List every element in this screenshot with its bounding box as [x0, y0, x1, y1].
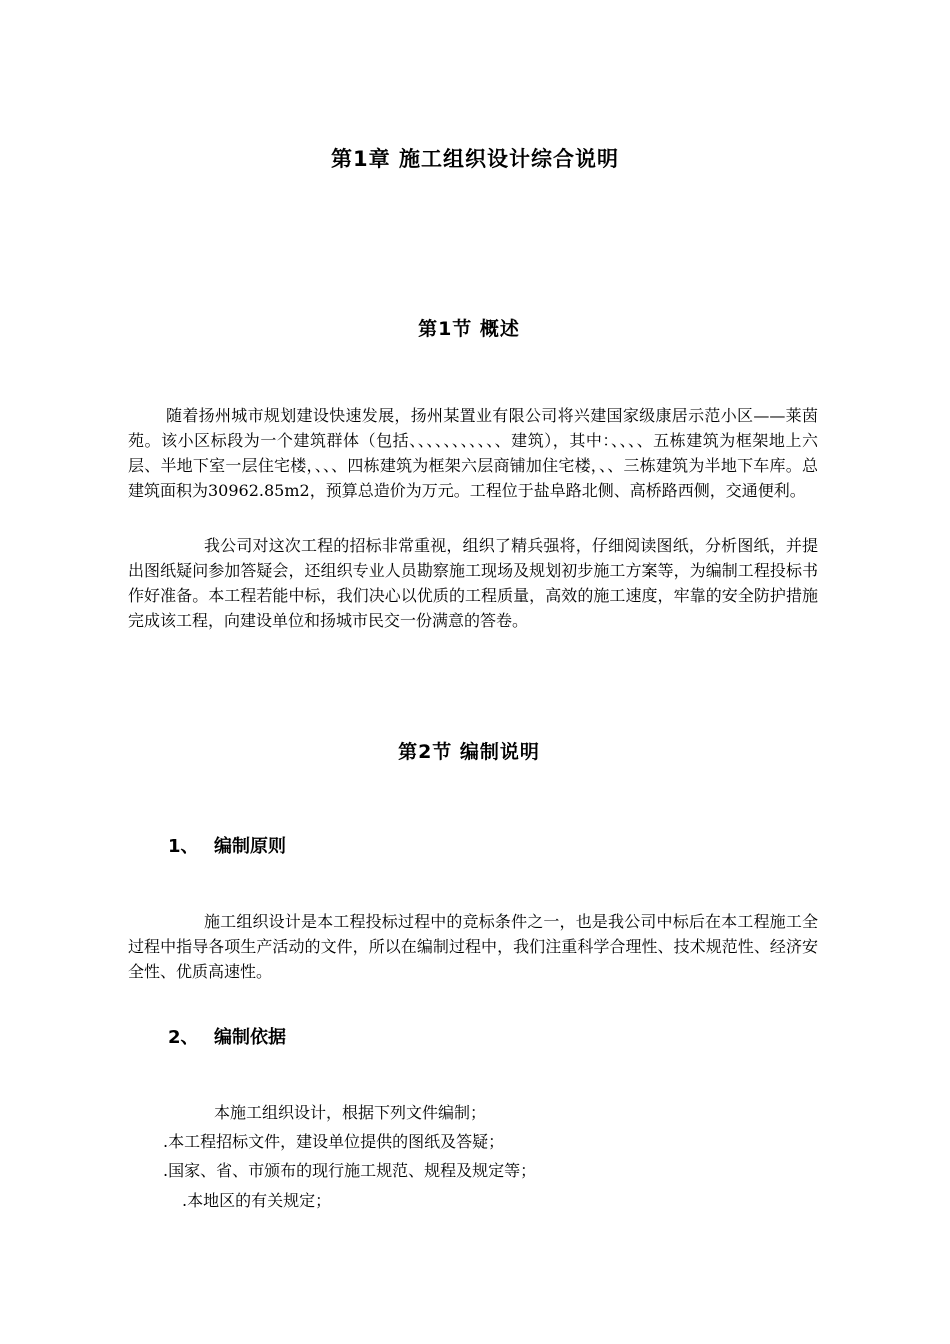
- subheading-label: 编制原则: [214, 836, 286, 857]
- subheading-label: 编制依据: [214, 1027, 286, 1048]
- overview-paragraph-2: 我公司对这次工程的招标非常重视，组织了精兵强将，仔细阅读图纸，分析图纸，并提出图纸疑问参加答疑会，还组织专业人员勘察施工现场及规划初步施工方案等，为编制工程投标书作好准备。本工程若能中标，我们决心以优质的工程质量，高效的施工速度，牢靠的安全防护措施完成该工程，向建设单位和扬城市民交一份满意的答卷。: [128, 536, 818, 630]
- chapter-title: 第1章 施工组织设计综合说明: [331, 147, 619, 171]
- subheading-number: 1、: [168, 836, 199, 857]
- basis-item-2: .国家、省、市颁布的现行施工规范、规程及规定等；: [163, 1161, 537, 1180]
- basis-intro: 本施工组织设计，根据下列文件编制；: [214, 1103, 487, 1122]
- section-2-title: 第2节 编制说明: [398, 741, 540, 763]
- section-1-title: 第1节 概述: [418, 318, 520, 340]
- subheading-basis: [168, 1023, 286, 1049]
- principles-paragraph: 施工组织设计是本工程投标过程中的竞标条件之一，也是我公司中标后在本工程施工全过程中指导各项生产活动的文件，所以在编制过程中，我们注重科学合理性、技术规范性、经济安全性、优质高速性。: [128, 912, 818, 981]
- subheading-number: 2、: [168, 1027, 199, 1048]
- overview-paragraph-1: 随着扬州城市规划建设快速发展，扬州某置业有限公司将兴建国家级康居示范小区——莱茵苑。该小区标段为一个建筑群体（包括、、、、、、、、、、、建筑），其中：、、、、五栋建筑为框架地上六层、半地下室一层住宅楼，、、、四栋建筑为框架六层商铺加住宅楼，、、三栋建筑为半地下车库。总建筑面积为30962.85m2，预算总造价为万元。工程位于盐阜路北侧、高桥路西侧，交通便利。: [128, 406, 818, 500]
- subheading-principles: [168, 832, 286, 858]
- basis-item-3: .本地区的有关规定；: [182, 1191, 332, 1210]
- basis-item-1: .本工程招标文件，建设单位提供的图纸及答疑；: [163, 1132, 505, 1151]
